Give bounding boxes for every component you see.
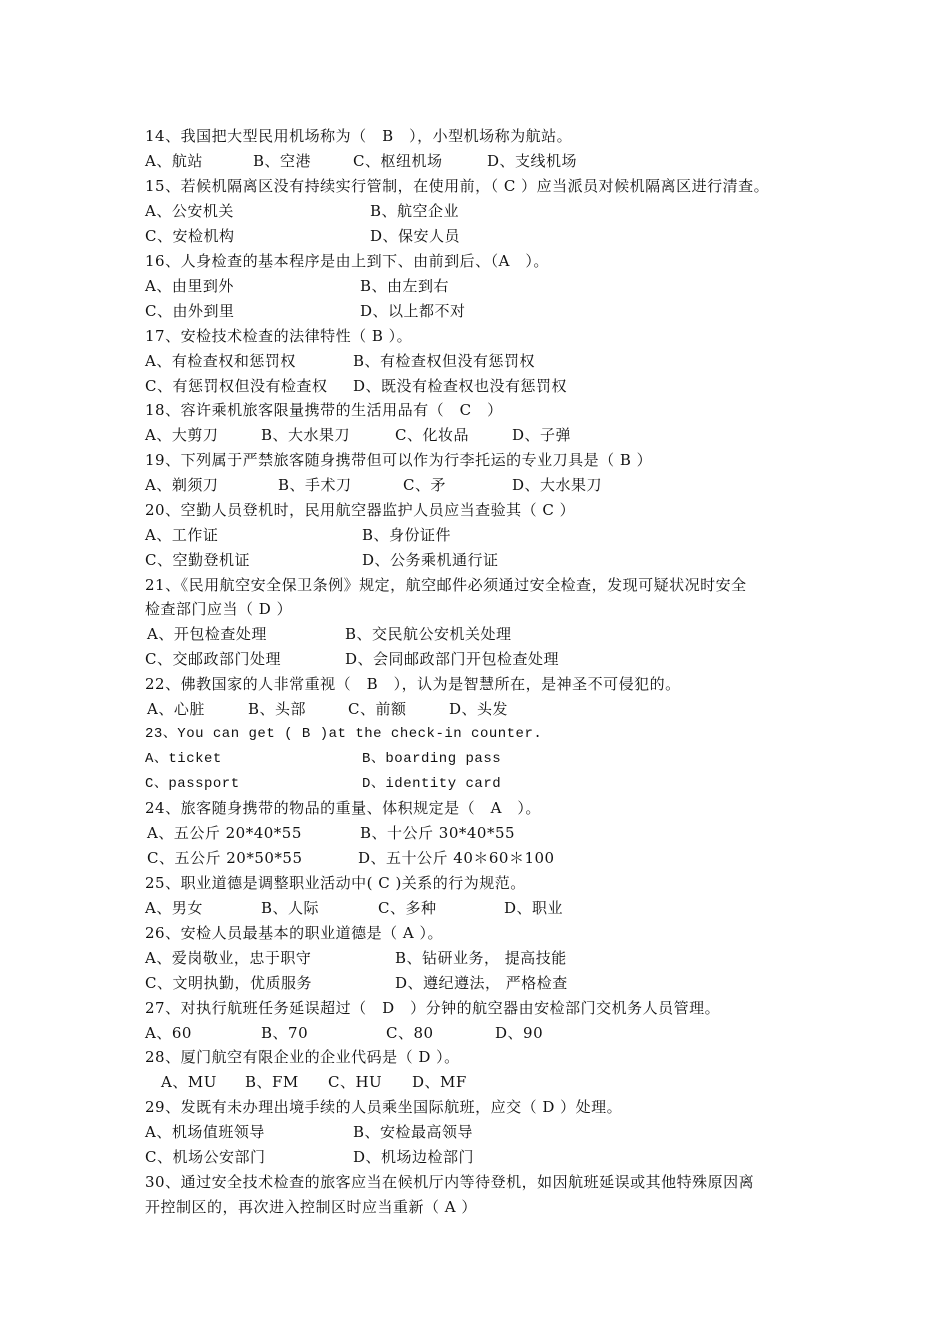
question-16-stem: 16、人身检查的基本程序是由上到下、由前到后、（A ）。 xyxy=(145,252,549,270)
question-24-option-a: A、五公斤 20*40*55 xyxy=(147,824,302,842)
question-19-option-c: C、矛 xyxy=(403,476,446,494)
question-23-option-d: D、identity card xyxy=(362,776,502,792)
question-29-option-d: D、机场边检部门 xyxy=(353,1148,475,1166)
question-16-option-b: B、由左到右 xyxy=(360,277,450,295)
question-27-stem: 27、对执行航班任务延误超过（ D ）分钟的航空器由安检部门交机务人员管理。 xyxy=(145,999,721,1017)
question-28-option-b: B、FM xyxy=(245,1073,299,1091)
question-29-stem: 29、发既有未办理出境手续的人员乘坐国际航班，应交（ D ）处理。 xyxy=(145,1098,623,1116)
question-25-option-d: D、职业 xyxy=(504,899,564,917)
question-16-option-a: A、由里到外 xyxy=(145,277,234,295)
question-16-option-c: C、由外到里 xyxy=(145,302,235,320)
question-15-option-c: C、安检机构 xyxy=(145,227,235,245)
question-26-option-a: A、爱岗敬业，忠于职守 xyxy=(145,949,312,967)
question-25-option-b: B、人际 xyxy=(261,899,320,917)
question-26-option-b: B、钻研业务， 提高技能 xyxy=(395,949,567,967)
question-17-stem: 17、安检技术检查的法律特性（ B ）。 xyxy=(145,327,413,345)
question-21-stem-continued: 检查部门应当（ D ） xyxy=(145,600,293,618)
question-24-option-b: B、十公斤 30*40*55 xyxy=(360,824,516,842)
question-17-option-a: A、有检查权和惩罚权 xyxy=(145,352,296,370)
question-14-stem: 14、我国把大型民用机场称为（ B ），小型机场称为航站。 xyxy=(145,127,573,145)
question-27-option-c: C、80 xyxy=(386,1024,434,1042)
question-21-stem: 21、《民用航空安全保卫条例》规定，航空邮件必须通过安全检查，发现可疑状况时安全 xyxy=(145,576,747,594)
question-15-option-b: B、航空企业 xyxy=(370,202,460,220)
question-20-option-b: B、身份证件 xyxy=(362,526,452,544)
question-19-option-d: D、大水果刀 xyxy=(512,476,603,494)
question-18-option-a: A、大剪刀 xyxy=(145,426,219,444)
question-29-option-b: B、安检最高领导 xyxy=(353,1123,474,1141)
question-15-stem: 15、若候机隔离区没有持续实行管制，在使用前，（ C ）应当派员对候机隔离区进行清查。 xyxy=(145,177,770,195)
question-14-option-a: A、航站 xyxy=(145,152,203,170)
question-26-option-d: D、遵纪遵法， 严格检查 xyxy=(395,974,568,992)
question-28-stem: 28、厦门航空有限企业的企业代码是（ D ）。 xyxy=(145,1048,460,1066)
question-26-stem: 26、安检人员最基本的职业道德是（ A ）。 xyxy=(145,924,443,942)
question-30-stem: 30、通过安全技术检查的旅客应当在候机厅内等待登机，如因航班延误或其他特殊原因离 xyxy=(145,1173,755,1191)
question-23-option-b: B、boarding pass xyxy=(362,751,502,767)
question-28-option-c: C、HU xyxy=(328,1073,383,1091)
question-25-option-c: C、多种 xyxy=(378,899,437,917)
question-26-option-c: C、文明执勤，优质服务 xyxy=(145,974,312,992)
question-21-option-c: C、交邮政部门处理 xyxy=(145,650,281,668)
question-22-stem: 22、佛教国家的人非常重视（ B ），认为是智慧所在，是神圣不可侵犯的。 xyxy=(145,675,681,693)
question-20-stem: 20、空勤人员登机时，民用航空器监护人员应当查验其（ C ） xyxy=(145,501,576,519)
question-22-option-a: A、心脏 xyxy=(147,700,205,718)
question-17-option-d: D、既没有检查权也没有惩罚权 xyxy=(353,377,568,395)
question-29-option-a: A、机场值班领导 xyxy=(145,1123,265,1141)
question-23-stem: 23、You can get ( B )at the check-in counter. xyxy=(145,726,543,742)
question-21-option-b: B、交民航公安机关处理 xyxy=(345,625,512,643)
question-27-option-d: D、90 xyxy=(495,1024,544,1042)
question-24-option-d: D、五十公斤 40＊60＊100 xyxy=(358,849,555,867)
question-18-stem: 18、容许乘机旅客限量携带的生活用品有（ C ） xyxy=(145,401,503,419)
question-22-option-d: D、头发 xyxy=(449,700,509,718)
question-24-stem: 24、旅客随身携带的物品的重量、体积规定是（ A ）。 xyxy=(145,799,541,817)
question-17-option-c: C、有惩罚权但没有检查权 xyxy=(145,377,328,395)
question-23-option-a: A、ticket xyxy=(145,751,222,767)
question-18-option-d: D、子弹 xyxy=(512,426,572,444)
question-28-option-a: A、MU xyxy=(161,1073,217,1091)
question-19-option-b: B、手术刀 xyxy=(278,476,352,494)
question-19-stem: 19、下列属于严禁旅客随身携带但可以作为行李托运的专业刀具是（ B ） xyxy=(145,451,653,469)
question-27-option-b: B、70 xyxy=(261,1024,309,1042)
question-28-option-d: D、MF xyxy=(412,1073,467,1091)
question-17-option-b: B、有检查权但没有惩罚权 xyxy=(353,352,536,370)
question-21-option-a: A、开包检查处理 xyxy=(147,625,267,643)
question-15-option-d: D、保安人员 xyxy=(370,227,461,245)
question-25-option-a: A、男女 xyxy=(145,899,203,917)
question-21-option-d: D、会同邮政部门开包检查处理 xyxy=(345,650,560,668)
question-22-option-c: C、前额 xyxy=(348,700,407,718)
question-15-option-a: A、公安机关 xyxy=(145,202,234,220)
question-25-stem: 25、职业道德是调整职业活动中( C )关系的行为规范。 xyxy=(145,874,526,892)
question-14-option-d: D、支线机场 xyxy=(487,152,578,170)
question-20-option-c: C、空勤登机证 xyxy=(145,551,250,569)
question-20-option-d: D、公务乘机通行证 xyxy=(362,551,499,569)
question-22-option-b: B、头部 xyxy=(248,700,307,718)
question-29-option-c: C、机场公安部门 xyxy=(145,1148,266,1166)
question-19-option-a: A、剃须刀 xyxy=(145,476,219,494)
question-24-option-c: C、五公斤 20*50*55 xyxy=(147,849,303,867)
question-20-option-a: A、工作证 xyxy=(145,526,219,544)
question-27-option-a: A、60 xyxy=(145,1024,192,1042)
question-18-option-c: C、化妆品 xyxy=(395,426,469,444)
question-30-stem-continued: 开控制区的，再次进入控制区时应当重新（ A ） xyxy=(145,1198,477,1216)
question-14-option-b: B、空港 xyxy=(253,152,312,170)
question-23-option-c: C、passport xyxy=(145,776,240,792)
question-14-option-c: C、枢纽机场 xyxy=(353,152,443,170)
question-18-option-b: B、大水果刀 xyxy=(261,426,351,444)
question-16-option-d: D、以上都不对 xyxy=(360,302,466,320)
